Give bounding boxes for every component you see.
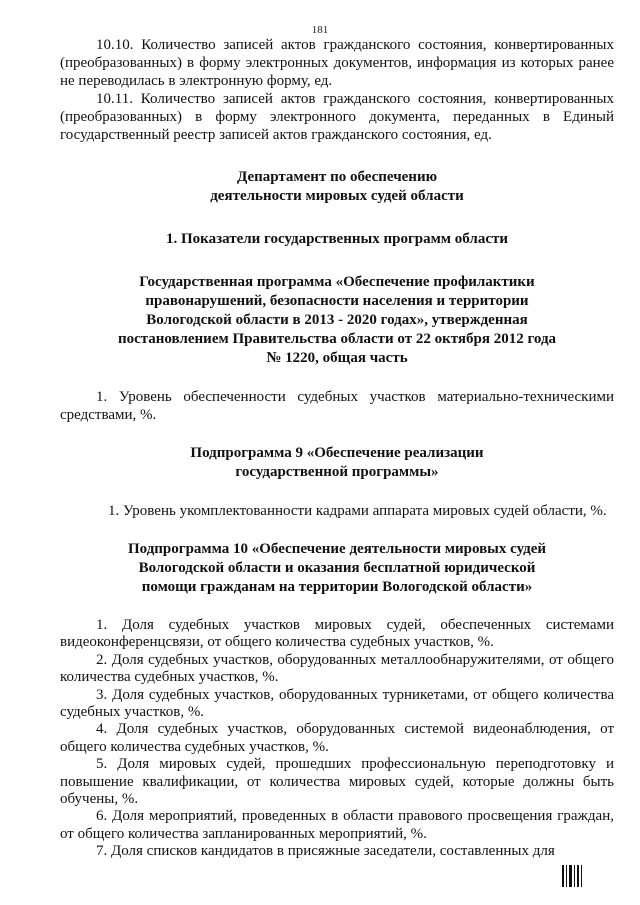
list-item: 5. Доля мировых судей, прошедших профессиональную переподготовку и повышение квалификации, от количества мировых судей, которые должны быть обучены, %. bbox=[60, 756, 614, 808]
section-title: 1. Показатели государственных программ области bbox=[165, 231, 508, 247]
program-item: 1. Уровень обеспеченности судебных участков материально-техническими средствами, %. bbox=[60, 389, 614, 423]
list-item: 3. Доля судебных участков, оборудованных турникетами, от общего количества судебных участков, %. bbox=[60, 686, 614, 721]
department-title: Департамент по обеспечению деятельности мировых судей области bbox=[210, 169, 464, 204]
paragraph-10-11: 10.11. Количество записей актов гражданского состояния, конвертированных (преобразованных) в форму электронного документа, переданных в Единый государственный реестр записей актов гражданского состояния, ед. bbox=[60, 91, 614, 143]
list-item: 4. Доля судебных участков, оборудованных системой видеонаблюдения, от общего количества судебных участков, %. bbox=[60, 721, 614, 755]
page-number: 181 bbox=[311, 24, 329, 36]
document-body bbox=[60, 36, 614, 861]
subprogram-9-title: Подпрограмма 9 «Обеспечение реализации государственной программы» bbox=[190, 445, 484, 480]
subprogram-9-item: 1. Уровень укомплектованности кадрами аппарата мировых судей области, %. bbox=[108, 503, 607, 519]
subprogram-10-list bbox=[60, 617, 614, 861]
program-title: Государственная программа «Обеспечение профилактики правонарушений, безопасности населения и территории Вологодской области в 2013 - 2020 годах», утвержденная постановлением Правительства области от 22 октября 2012 года № 1220, общая часть bbox=[117, 274, 557, 366]
list-item: 6. Доля мероприятий, проведенных в области правового просвещения граждан, от общего количества запланированных мероприятий, %. bbox=[60, 808, 614, 842]
list-item: 1. Доля судебных участков мировых судей, обеспеченных системами видеоконференцсвязи, от общего количества судебных участков, %. bbox=[60, 617, 614, 651]
paragraph-10-10: 10.10. Количество записей актов гражданского состояния, конвертированных (преобразованных) в форму электронных документов, информация из которых ранее не переводилась в электронную форму, ед. bbox=[60, 37, 614, 89]
barcode-mark bbox=[562, 865, 582, 887]
list-item: 7. Доля списков кандидатов в присяжные заседатели, составленных для bbox=[96, 843, 555, 860]
list-item: 2. Доля судебных участков, оборудованных металлообнаружителями, от общего количества судебных участков, %. bbox=[60, 651, 614, 686]
subprogram-10-title: Подпрограмма 10 «Обеспечение деятельности мировых судей Вологодской области и оказания бесплатной юридической помощи гражданам на территории Вологодской области» bbox=[127, 541, 547, 595]
